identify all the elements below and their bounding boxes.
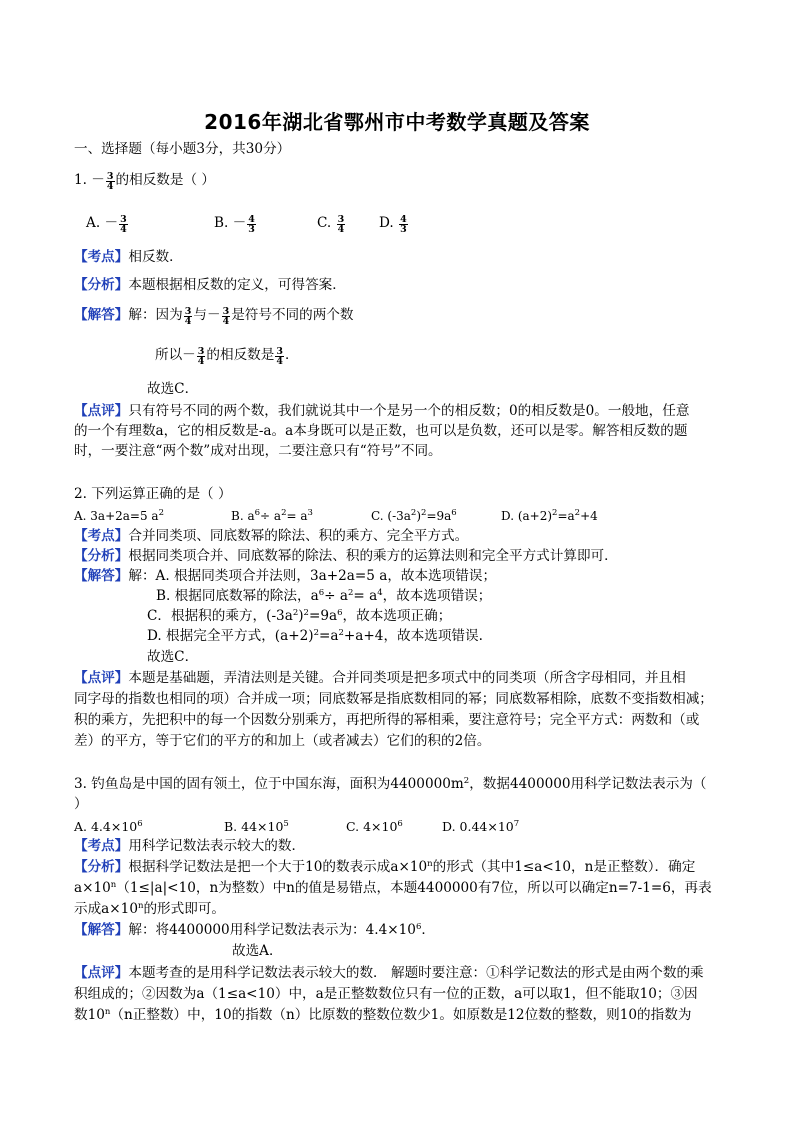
q1-stem: 1. － $\frac{3}{4}$ 的相反数是（ ） xyxy=(74,171,215,192)
q1-dianping-line2: 的一个有理数a，它的相反数是-a。a本身既可以是正数，也可以是负数，还可以是零。解答相反数的题 xyxy=(74,423,688,439)
q1-options xyxy=(86,213,736,234)
option-a: A. － $\frac{3}{4}$ xyxy=(86,214,127,235)
q3-stem: 3. 钓鱼岛是中国的固有领土，位于中国东海，面积为$4400000m^2$，数据4400000用科学记数法表示为（ xyxy=(74,776,707,792)
q1-kaodian: 【考点】相反数． xyxy=(74,249,183,265)
option-c: C. $\frac{3}{4}$ xyxy=(317,214,345,235)
q3-dianping-line3: 数10$^n$（n正整数）中，10的指数（n）比原数的整数位数少1。如原数是12位数的整数，则10的指数为 xyxy=(74,1007,692,1023)
page-title: 2016年湖北省鄂州市中考数学真题及答案 xyxy=(204,110,590,134)
q2-dianping: 【点评】本题是基础题，弄清法则是关键。合并同类项是把多项式中的同类项（所含字母相同，并且相 xyxy=(74,670,686,686)
q2-choose: 故选C． xyxy=(147,649,199,665)
q1-so: 所以－ $\frac{3}{4}$ 的相反数是 $\frac{3}{4}$ ． xyxy=(155,346,299,367)
section-heading: 一、选择题（每小题3分，共30分） xyxy=(74,141,291,157)
q3-dianping-line2: 积组成的；②因数为a（1≤a<10）中，a是正整数数位只有一位的正数，a可以取1，但不能取10；③因 xyxy=(74,986,698,1002)
q2-options xyxy=(74,506,724,526)
q3-stem-line2: ） xyxy=(74,796,88,812)
option-d: D. $(a+2)^2=a^2+4$ xyxy=(501,508,598,523)
option-a: A. 3a+2a=5 $a^2$ xyxy=(74,508,165,523)
q1-jieda: 【解答】解：因为 $\frac{3}{4}$ 与－ $\frac{3}{4}$ 是符号不同的两个数 xyxy=(74,306,354,327)
q2-dianping-line3: 积的乘方，先把积中的每一个因数分别乘方，再把所得的幂相乘，要注意符号；完全平方式：两数和（或 xyxy=(74,712,700,728)
option-b: B. $44\times 10^5$ xyxy=(224,819,289,834)
q1-dianping: 【点评】只有符号不同的两个数，我们就说其中一个是另一个的相反数；0的相反数是0。一般地，任意 xyxy=(74,403,690,419)
q3-options xyxy=(74,817,724,837)
q2-kaodian: 【考点】合并同类项、同底数幂的除法、积的乘方、完全平方式。 xyxy=(74,528,469,544)
q3-choose: 故选A． xyxy=(232,943,283,959)
q3-jieda: 【解答】解：将4400000用科学记数法表示为：$4.4\times 10^6$． xyxy=(74,922,435,938)
q3-dianping: 【点评】本题考查的是用科学记数法表示较大的数． 解题时要注意：①科学记数法的形式是由两个数的乘 xyxy=(74,965,704,981)
fraction: $\frac{3}{4}$ xyxy=(106,171,114,192)
q1-choose: 故选C． xyxy=(147,381,199,397)
option-d: D. $\frac{4}{3}$ xyxy=(379,214,407,235)
q3-fenxi: 【分析】根据科学记数法是把一个大于10的数表示成$a\times 10^n$的形式（其中1≤a<10，n是正整数）．确定 xyxy=(74,859,696,875)
q2-jieda-d: D. 根据完全平方式，$(a+2)^2=a^2+a+4$，故本选项错误. xyxy=(147,628,483,644)
q2-jieda-b: B. 根据同底数幂的除法，$a^6\div a^2= a^4$，故本选项错误； xyxy=(156,588,492,604)
option-b: B. $a^6\div a^2= a^3$ xyxy=(231,508,313,523)
option-b: B. － $\frac{4}{3}$ xyxy=(214,214,255,235)
q2-dianping-line4: 差）的平方，等于它们的平方的和加上（或者减去）它们的积的2倍。 xyxy=(74,733,491,749)
q2-jieda-c: C．根据积的乘方，$(-3a^2)^2=9a^6$，故本选项正确； xyxy=(147,608,452,624)
option-c: C. $(-3a^2)^2=9a^6$ xyxy=(371,508,457,523)
q2-fenxi: 【分析】根据同类项合并、同底数幂的除法、积的乘方的运算法则和完全平方式计算即可． xyxy=(74,548,618,564)
q2-stem: 2. 下列运算正确的是（ ） xyxy=(74,486,232,502)
q1-fenxi: 【分析】本题根据相反数的定义，可得答案． xyxy=(74,277,346,293)
option-a: A. $4.4\times 10^6$ xyxy=(74,819,143,834)
q2-dianping-line2: 同字母的指数也相同的项）合并成一项；同底数幂是指底数相同的幂；同底数幂相除，底数不变指数相减； xyxy=(74,691,713,707)
q3-fenxi-line2: $a\times 10^n(1\le|a|<10$，n为整数）中n的值是易错点，本题4400000有7位，所以可以确定n=7-1=6，再表 xyxy=(74,880,712,896)
q1-dianping-line3: 时，一要注意“两个数”成对出现，二要注意只有“符号”不同。 xyxy=(74,443,442,459)
q3-kaodian: 【考点】用科学记数法表示较大的数． xyxy=(74,838,306,854)
q3-fenxi-line3: 示成$a\times 10^n$的形式即可。 xyxy=(74,901,226,917)
q2-jieda: 【解答】解：A. 根据同类项合并法则，3a+2a=5 a，故本选项错误； xyxy=(74,568,497,584)
option-c: C. $4\times 10^6$ xyxy=(346,819,403,834)
option-d: D. $0.44\times 10^7$ xyxy=(442,819,520,834)
